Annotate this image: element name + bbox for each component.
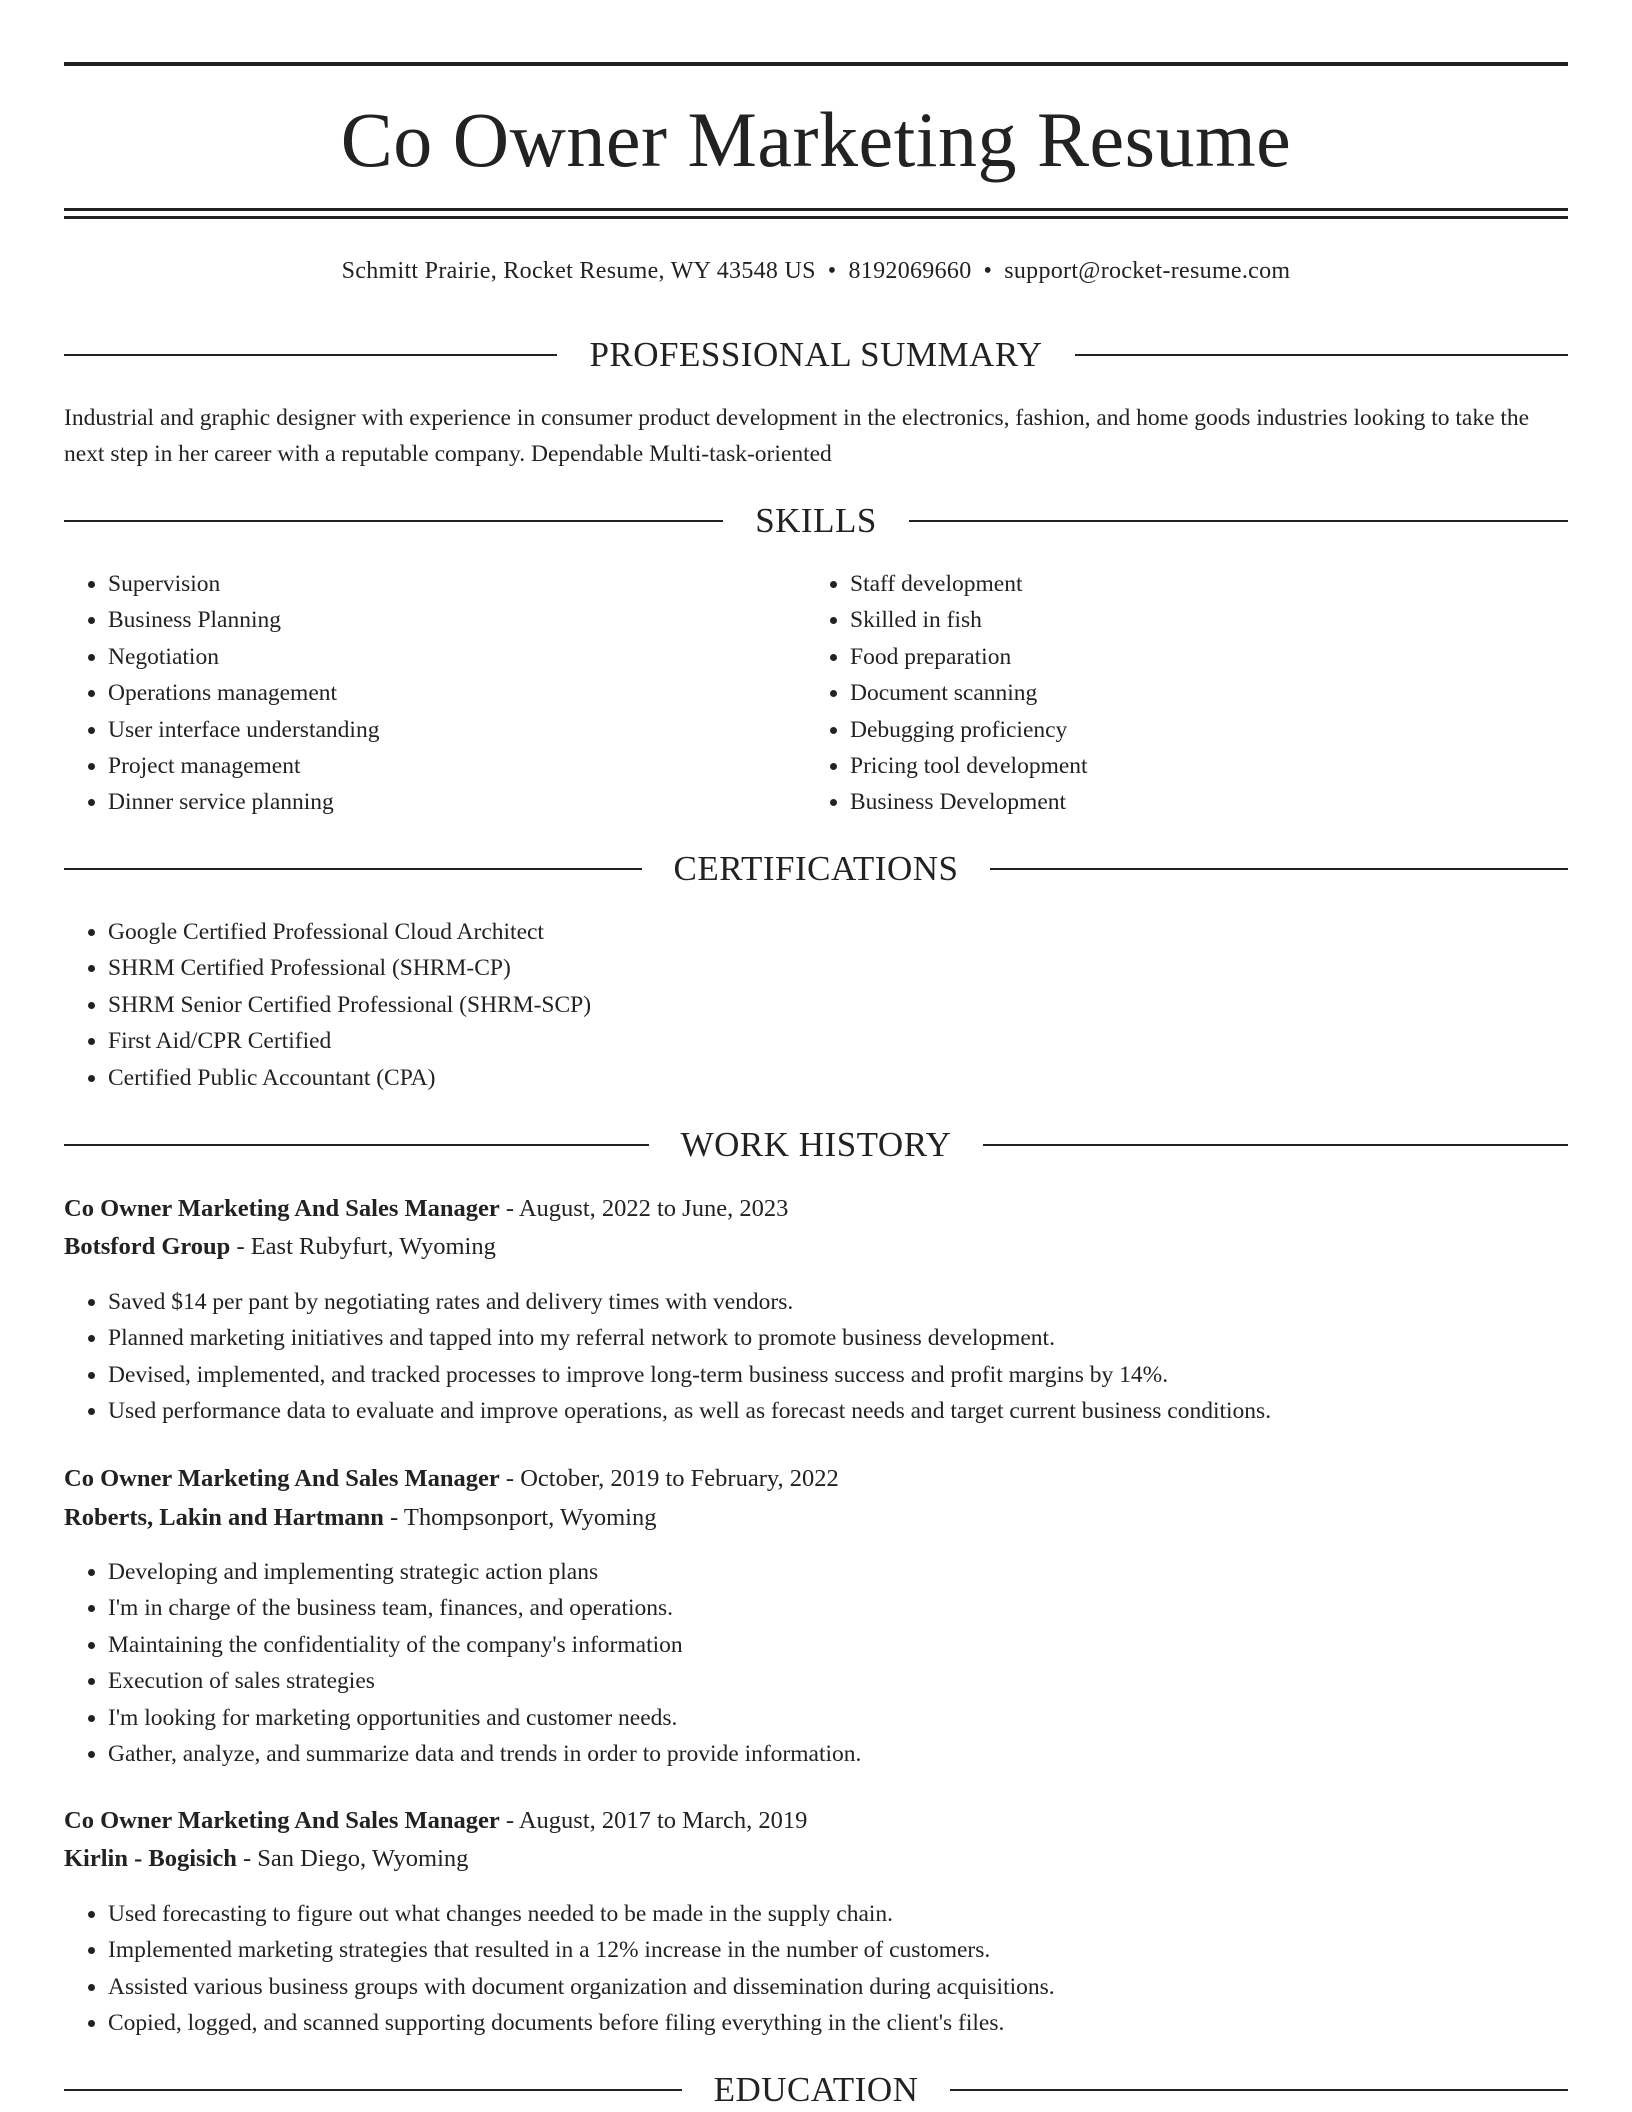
heading-rule-right (983, 1144, 1568, 1146)
job-duties-list (64, 1896, 1568, 2042)
job-location: - East Rubyfurt, Wyoming (230, 1233, 496, 1260)
skills-list-left (64, 566, 804, 821)
job-company: Kirlin - Bogisich (64, 1845, 237, 1872)
title-rule-upper (64, 208, 1568, 211)
job-location: - Thompsonport, Wyoming (383, 1504, 657, 1531)
job-location: - San Diego, Wyoming (236, 1845, 469, 1872)
skill-item: • Business Planning (108, 602, 804, 638)
job-duty-item: • Implemented marketing strategies that resulted in a 12% increase in the number of customers. (108, 1932, 1568, 1968)
skill-item: • Operations management (108, 675, 804, 711)
contact-separator: • (827, 258, 837, 284)
contact-phone: 8192069660 (848, 258, 972, 284)
job-duty-item: • Developing and implementing strategic action plans (108, 1554, 1568, 1590)
skill-item: • Supervision (108, 566, 804, 602)
job-title-line (64, 1802, 1568, 1840)
summary-heading-label: PROFESSIONAL SUMMARY (589, 335, 1043, 374)
job-duty-item: • Copied, logged, and scanned supporting documents before filing everything in the client's files. (108, 2005, 1568, 2041)
summary-heading (64, 333, 1568, 377)
job-duties-list (64, 1284, 1568, 1430)
job-duties (64, 1284, 1568, 1430)
skill-item: • Food preparation (850, 639, 1546, 675)
contact-address: Schmitt Prairie, Rocket Resume, WY 43548 US (341, 258, 816, 284)
certifications-heading-label: CERTIFICATIONS (673, 849, 959, 888)
contact-line (64, 254, 1568, 288)
skill-item: • User interface understanding (108, 712, 804, 748)
education-heading-label: EDUCATION (713, 2070, 919, 2109)
skills-heading (64, 499, 1568, 543)
heading-rule-right (1075, 354, 1568, 356)
job-company: Botsford Group (64, 1233, 231, 1260)
job-duties (64, 1896, 1568, 2042)
job-title-line (64, 1190, 1568, 1228)
skill-item: • Pricing tool development (850, 748, 1546, 784)
certification-item: • Google Certified Professional Cloud Architect (108, 914, 1568, 950)
job-dates: - August, 2022 to June, 2023 (499, 1195, 789, 1222)
certification-item: • Certified Public Accountant (CPA) (108, 1060, 1568, 1096)
skill-item: • Staff development (850, 566, 1546, 602)
job-dates: - October, 2019 to February, 2022 (499, 1465, 839, 1492)
job-title-line (64, 1460, 1568, 1498)
skill-item: • Document scanning (850, 675, 1546, 711)
job-role: Co Owner Marketing And Sales Manager (64, 1195, 500, 1222)
job-duty-item: • Gather, analyze, and summarize data and trends in order to provide information. (108, 1736, 1568, 1772)
job-company: Roberts, Lakin and Hartmann (64, 1504, 384, 1531)
job-duty-item: • Saved $14 per pant by negotiating rates and delivery times with vendors. (108, 1284, 1568, 1320)
contact-separator: • (983, 258, 993, 284)
heading-rule-left (64, 868, 642, 870)
contact-email: support@rocket-resume.com (1004, 258, 1291, 284)
job-duty-item: • Used performance data to evaluate and improve operations, as well as forecast needs and target current business conditions. (108, 1393, 1568, 1429)
job-duty-item: • Maintaining the confidentiality of the company's information (108, 1627, 1568, 1663)
skill-item: • Project management (108, 748, 804, 784)
job-company-line (64, 1840, 1568, 1878)
skills-list-right (806, 566, 1546, 821)
resume-title: Co Owner Marketing Resume (340, 96, 1292, 183)
skill-item: • Business Development (850, 784, 1546, 820)
job-duty-item: • I'm looking for marketing opportunities and customer needs. (108, 1700, 1568, 1736)
heading-rule-left (64, 1144, 649, 1146)
skill-item: • Dinner service planning (108, 784, 804, 820)
job-duty-item: • Used forecasting to figure out what changes needed to be made in the supply chain. (108, 1896, 1568, 1932)
skills-column-left (64, 566, 804, 821)
top-rule (64, 62, 1568, 66)
education-heading (64, 2068, 1568, 2112)
job-role: Co Owner Marketing And Sales Manager (64, 1465, 500, 1492)
job-company-line (64, 1499, 1568, 1537)
skills-column-right (806, 566, 1546, 821)
title-rule-lower (64, 216, 1568, 219)
work-history-heading-label: WORK HISTORY (680, 1125, 952, 1164)
work-history-heading (64, 1123, 1568, 1167)
certification-item: • SHRM Certified Professional (SHRM-CP) (108, 950, 1568, 986)
certification-item: • First Aid/CPR Certified (108, 1023, 1568, 1059)
job-duties (64, 1554, 1568, 1772)
job-dates: - August, 2017 to March, 2019 (499, 1807, 808, 1834)
heading-rule-right (990, 868, 1568, 870)
summary-text: Industrial and graphic designer with experience in consumer product development in the electronics, fashion, and home goods industries looking to take the next step in her career with a reputable company. Dependable Multi-task-oriented (64, 405, 1530, 467)
skills-heading-label: SKILLS (755, 501, 877, 540)
job-duties-list (64, 1554, 1568, 1772)
job-duty-item: • Assisted various business groups with document organization and dissemination during acquisitions. (108, 1969, 1568, 2005)
certifications-block (64, 914, 1568, 1096)
job-duty-item: • I'm in charge of the business team, finances, and operations. (108, 1590, 1568, 1626)
skill-item: • Negotiation (108, 639, 804, 675)
skill-item: • Debugging proficiency (850, 712, 1546, 748)
heading-rule-left (64, 520, 723, 522)
job-company-line (64, 1228, 1568, 1266)
certifications-list (64, 914, 1568, 1096)
heading-rule-left (64, 2089, 682, 2091)
certifications-heading (64, 847, 1568, 891)
certification-item: • SHRM Senior Certified Professional (SHRM-SCP) (108, 987, 1568, 1023)
job-duty-item: • Devised, implemented, and tracked processes to improve long-term business success and profit margins by 14%. (108, 1357, 1568, 1393)
heading-rule-left (64, 354, 557, 356)
heading-rule-right (909, 520, 1568, 522)
job-duty-item: • Planned marketing initiatives and tapped into my referral network to promote business development. (108, 1320, 1568, 1356)
skill-item: • Skilled in fish (850, 602, 1546, 638)
heading-rule-right (950, 2089, 1568, 2091)
job-role: Co Owner Marketing And Sales Manager (64, 1807, 500, 1834)
job-duty-item: • Execution of sales strategies (108, 1663, 1568, 1699)
